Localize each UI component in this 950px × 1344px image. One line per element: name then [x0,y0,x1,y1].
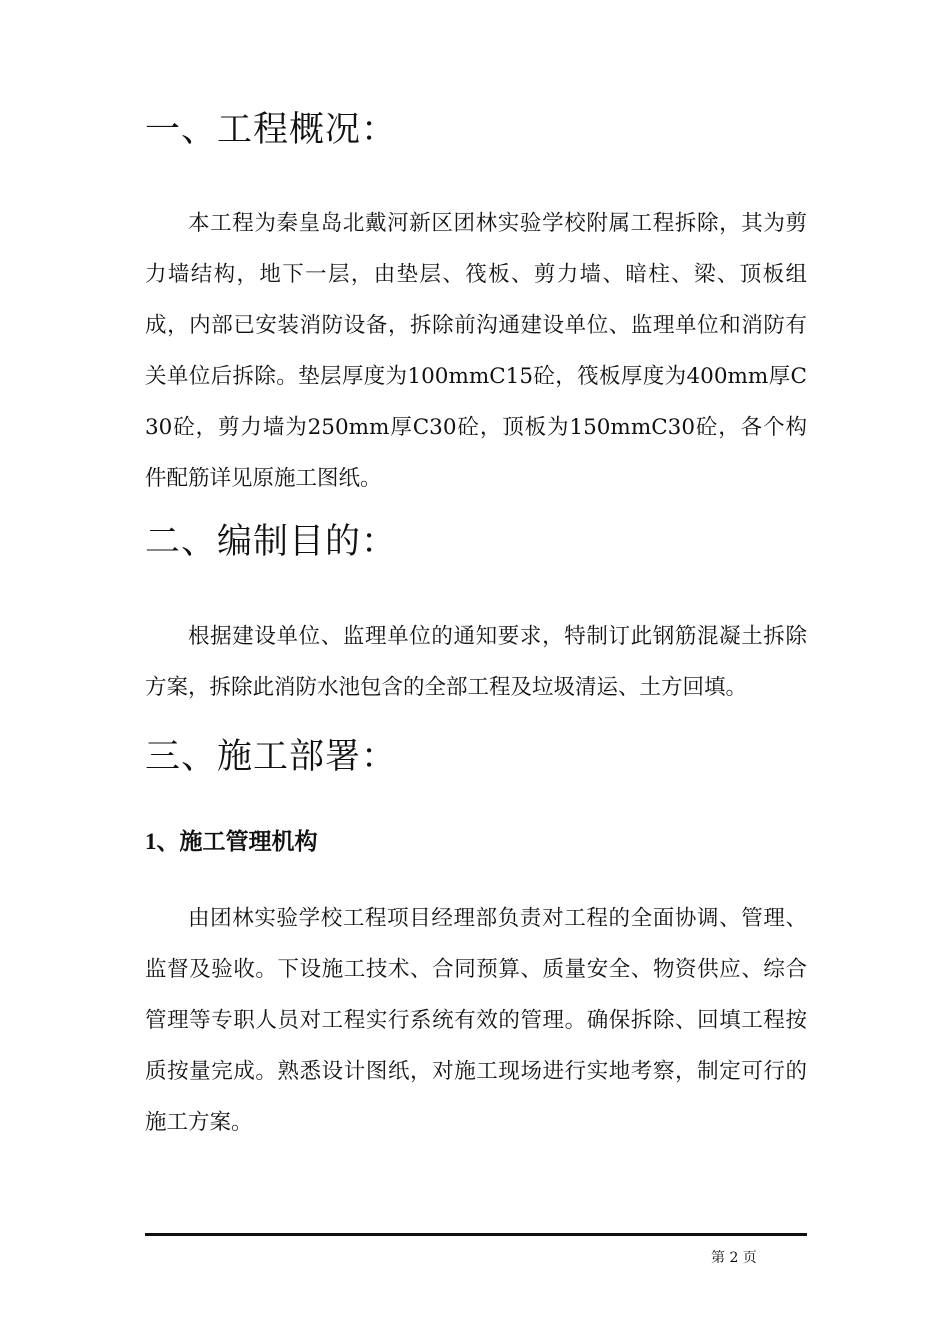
footer-rule [145,1233,807,1236]
paragraph-purpose: 根据建设单位、监理单位的通知要求，特制订此钢筋混凝土拆除方案，拆除此消防水池包含的全部工程及垃圾清运、土方回填。 [145,624,807,700]
paragraph-overview: 本工程为秦皇岛北戴河新区团林实验学校附属工程拆除，其为剪力墙结构，地下一层，由垫层、筏板、剪力墙、暗柱、梁、顶板组成，内部已安装消防设备，拆除前沟通建设单位、监理单位和消防有关单位后拆除。垫层厚度为100mmC15砼，筏板厚度为400mm厚C30砼，剪力墙为250mm厚C30砼，顶板为150mmC30砼，各个构件配筋详见原施工图纸。 [145,211,807,491]
subsection-number: 1 [145,829,157,854]
section-heading-deployment: 三、施工部署： [145,737,398,777]
subsection-heading-management [145,827,318,857]
section-heading-purpose: 二、编制目的： [145,522,398,562]
paragraph-management: 由团林实验学校工程项目经理部负责对工程的全面协调、管理、监督及验收。下设施工技术、合同预算、质量安全、物资供应、综合管理等专职人员对工程实行系统有效的管理。确保拆除、回填工程按质按量完成。熟悉设计图纸，对施工现场进行实地考察，制定可行的施工方案。 [145,906,807,1135]
page-number: 第 2 页 [711,1250,757,1266]
section-heading-overview: 一、工程概况： [145,110,398,150]
subsection-title: 、施工管理机构 [156,828,318,855]
document-page [145,0,807,1344]
